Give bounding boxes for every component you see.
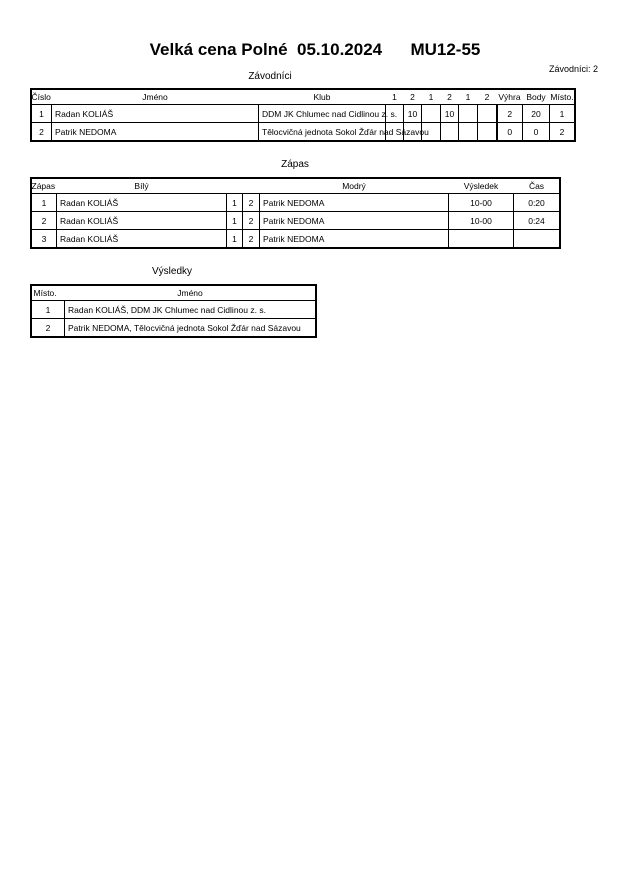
col-header-club: Klub (313, 91, 331, 102)
competitor-points: 0 (523, 123, 550, 141)
round-score: 10 (441, 105, 459, 123)
competitors-heading: Závodníci (248, 71, 292, 82)
col-header-round-1c: 1 (465, 91, 471, 102)
blue-seed: 2 (243, 230, 260, 248)
table-row (32, 212, 560, 230)
competitor-club: DDM JK Chlumec nad Cidlinou z. s. (259, 105, 386, 123)
col-header-place: Místo. (550, 91, 574, 102)
match-number: 2 (32, 212, 57, 230)
col-header-round-2a: 2 (410, 91, 415, 102)
col-header-wins: Výhra (498, 91, 521, 102)
competitors-header-row (32, 89, 575, 105)
col-header-round-2b: 2 (447, 91, 452, 102)
blue-competitor: Patrik NEDOMA (260, 230, 449, 248)
round-score (459, 105, 478, 123)
white-competitor: Radan KOLIÁŠ (57, 212, 227, 230)
blue-competitor: Patrik NEDOMA (260, 212, 449, 230)
match-number: 1 (32, 194, 57, 212)
competitor-name: Radan KOLIÁŠ (52, 105, 259, 123)
results-header-row (32, 285, 316, 301)
blue-seed: 2 (243, 212, 260, 230)
competitor-place: 2 (550, 123, 575, 141)
matches-heading: Zápas (281, 159, 309, 170)
white-seed: 1 (227, 230, 243, 248)
table-row (32, 105, 575, 123)
round-score (478, 123, 497, 141)
match-time (514, 230, 560, 248)
col-header-number: Číslo (31, 91, 51, 102)
col-header-round-2c: 2 (484, 91, 490, 102)
col-header-blue: Modrý (342, 180, 366, 191)
match-time: 0:24 (514, 212, 560, 230)
table-row (32, 319, 316, 337)
col-header-time: Čas (528, 180, 545, 191)
competitor-place: 1 (550, 105, 575, 123)
white-seed: 1 (227, 212, 243, 230)
round-score (441, 123, 459, 141)
match-number: 3 (32, 230, 57, 248)
results-heading: Výsledky (151, 266, 192, 277)
blue-seed: 2 (243, 194, 260, 212)
matches-table (31, 178, 560, 248)
match-result: 10-00 (449, 194, 514, 212)
competitor-wins: 2 (497, 105, 523, 123)
table-row (32, 123, 575, 141)
round-score (422, 105, 441, 123)
result-place: 1 (32, 301, 65, 319)
competitor-count: Závodníci: 2 (548, 64, 598, 74)
blue-competitor: Patrik NEDOMA (260, 194, 449, 212)
col-header-round-1a: 1 (392, 91, 397, 102)
col-header-white: Bílý (134, 180, 149, 191)
competitor-points: 20 (523, 105, 550, 123)
col-header-place: Místo. (33, 287, 57, 298)
results-table (31, 285, 316, 337)
round-score: 10 (404, 105, 422, 123)
match-result (449, 230, 514, 248)
competitor-number: 2 (32, 123, 52, 141)
result-name: Radan KOLIÁŠ, DDM JK Chlumec nad Cidlinou z. s. (65, 301, 316, 319)
col-header-round-1b: 1 (428, 91, 434, 102)
match-result: 10-00 (449, 212, 514, 230)
white-competitor: Radan KOLIÁŠ (57, 194, 227, 212)
competitor-club: Tělocvičná jednota Sokol Žďár nad Sázavou (259, 123, 386, 141)
table-row (32, 194, 560, 212)
round-score (478, 105, 497, 123)
col-header-name: Jméno (142, 91, 168, 102)
col-header-result: Výsledek (463, 180, 499, 191)
competitor-number: 1 (32, 105, 52, 123)
match-time: 0:20 (514, 194, 560, 212)
col-header-name: Jméno (177, 287, 203, 298)
round-score (459, 123, 478, 141)
competitor-name: Patrik NEDOMA (52, 123, 259, 141)
result-name: Patrik NEDOMA, Tělocvičná jednota Sokol Žďár nad Sázavou (65, 319, 316, 337)
result-place: 2 (32, 319, 65, 337)
table-row (32, 301, 316, 319)
col-header-match: Zápas (31, 180, 56, 191)
white-competitor: Radan KOLIÁŠ (57, 230, 227, 248)
matches-header-row (32, 178, 560, 194)
competitor-wins: 0 (497, 123, 523, 141)
competitors-table (31, 89, 575, 141)
table-row (32, 230, 560, 248)
white-seed: 1 (227, 194, 243, 212)
col-header-points: Body (526, 91, 546, 102)
page-title: Velká cena Polné 05.10.2024 MU12-55 (149, 40, 481, 59)
